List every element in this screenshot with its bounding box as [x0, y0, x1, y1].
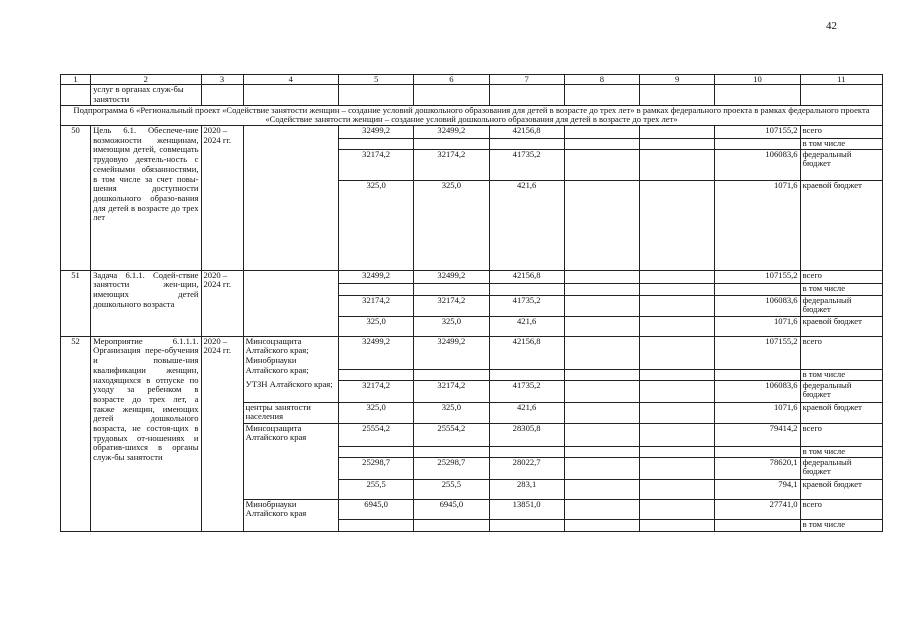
value-2022: 41735,2 — [489, 149, 564, 180]
source-label: краевой бюджет — [800, 479, 882, 499]
value-2024 — [640, 126, 715, 139]
row-number: 51 — [61, 270, 91, 336]
source-label: всего — [800, 270, 882, 283]
value-2020: 32174,2 — [338, 149, 413, 180]
row-executor — [243, 270, 338, 336]
value-2020: 32499,2 — [338, 270, 413, 283]
source-label: в том числе — [800, 369, 882, 380]
page-number: 42 — [826, 20, 837, 32]
col-header-7: 7 — [489, 75, 564, 85]
value-2022: 42156,8 — [489, 270, 564, 283]
row-number: 52 — [61, 336, 91, 531]
value-sum: 1071,6 — [715, 316, 800, 336]
col-header-3: 3 — [201, 75, 243, 85]
value-2021: 325,0 — [414, 402, 489, 423]
value-2020: 32174,2 — [338, 380, 413, 402]
subprogram-row — [61, 106, 883, 126]
value-2021: 32499,2 — [414, 270, 489, 283]
source-label: всего — [800, 126, 882, 139]
value-sum: 79414,2 — [715, 423, 800, 446]
col-header-4: 4 — [243, 75, 338, 85]
value-2022: 283,1 — [489, 479, 564, 499]
value-2020: 325,0 — [338, 316, 413, 336]
col-header-11: 11 — [800, 75, 882, 85]
source-label: федеральный бюджет — [800, 457, 882, 479]
value-2021: 25298,7 — [414, 457, 489, 479]
source-label: краевой бюджет — [800, 180, 882, 270]
row-period: 2020 – 2024 гг. — [201, 336, 243, 531]
value-sum: 107155,2 — [715, 126, 800, 139]
source-label: в том числе — [800, 283, 882, 295]
value-2022: 13851,0 — [489, 499, 564, 519]
subprogram-title: Подпрограмма 6 «Региональный проект «Содействие занятости женщин – создание условий дошкольного образования для детей в возрасте до трех лет» в рамках федерального проекта в рамках федерального проекта «Содействие занятости женщин – создание условий дошкольного образования для детей в возрасте до трех лет» — [61, 106, 883, 126]
value-sum: 107155,2 — [715, 336, 800, 369]
value-2022: 41735,2 — [489, 380, 564, 402]
value-2022: 42156,8 — [489, 336, 564, 369]
value-2022: 42156,8 — [489, 126, 564, 139]
value-2022: 28305,8 — [489, 423, 564, 446]
value-2020: 32499,2 — [338, 336, 413, 369]
value-2021: 6945,0 — [414, 499, 489, 519]
source-label: в том числе — [800, 139, 882, 150]
row-executor: центры занятости населения — [243, 402, 338, 423]
value-2021: 325,0 — [414, 316, 489, 336]
row-executor: УТЗН Алтайского края; — [243, 380, 338, 402]
value-2022: 41735,2 — [489, 295, 564, 316]
row-name: Цель 6.1. Обеспече-ние возможности женщинам, имеющим детей, совмещать трудовую деятель-ность с семейными обязанностями, в том числе за счет повы-шения доступности дошкольного образо-вания для детей в возрасте до трех лет — [91, 126, 201, 271]
value-2020: 25298,7 — [338, 457, 413, 479]
col-header-8: 8 — [564, 75, 639, 85]
value-2023 — [564, 126, 639, 139]
source-label: всего — [800, 499, 882, 519]
row-executor: Минобрнауки Алтайского края — [243, 499, 338, 531]
row-period: 2020 – 2024 гг. — [201, 126, 243, 271]
source-label: краевой бюджет — [800, 402, 882, 423]
source-label: краевой бюджет — [800, 316, 882, 336]
value-sum: 106083,6 — [715, 295, 800, 316]
row-period: 2020 – 2024 гг. — [201, 270, 243, 336]
col-header-10: 10 — [715, 75, 800, 85]
source-label: федеральный бюджет — [800, 295, 882, 316]
row-executor: Минсоцзащита Алтайского края — [243, 423, 338, 499]
row-name: Мероприятие 6.1.1.1. Организация пере-обучения и повыше-ния квалификации женщин, находящихся в отпуске по уходу за ребенком в возрасте до трех лет, а также женщин, имеющих детей дошкольного возраста, не состоя-щих в трудовых от-ношениях и обратив-шихся в органы служ-бы занятости — [91, 336, 201, 531]
source-label: в том числе — [800, 446, 882, 457]
value-2020: 25554,2 — [338, 423, 413, 446]
col-header-2: 2 — [91, 75, 201, 85]
source-label: федеральный бюджет — [800, 380, 882, 402]
col-header-9: 9 — [640, 75, 715, 85]
value-2021: 255,5 — [414, 479, 489, 499]
row-executor: Минсоцзащита Алтайского края; Минобрнауки Алтайского края; — [243, 336, 338, 380]
value-2020: 6945,0 — [338, 499, 413, 519]
value-sum: 794,1 — [715, 479, 800, 499]
value-2022: 421,6 — [489, 316, 564, 336]
value-2020: 32174,2 — [338, 295, 413, 316]
row-50-total — [61, 126, 883, 139]
value-2020: 325,0 — [338, 402, 413, 423]
budget-table — [60, 74, 883, 532]
value-2021: 32174,2 — [414, 149, 489, 180]
column-number-row — [61, 75, 883, 85]
value-sum: 106083,6 — [715, 380, 800, 402]
value-sum: 107155,2 — [715, 270, 800, 283]
value-2021: 32499,2 — [414, 336, 489, 369]
value-2021: 32174,2 — [414, 295, 489, 316]
value-2020: 325,0 — [338, 180, 413, 270]
row-number: 50 — [61, 126, 91, 271]
source-label: всего — [800, 336, 882, 369]
value-sum: 78620,1 — [715, 457, 800, 479]
value-2021: 25554,2 — [414, 423, 489, 446]
continuation-text: услуг в органах служ-бы занятости — [91, 85, 201, 106]
value-2022: 421,6 — [489, 402, 564, 423]
row-name: Задача 6.1.1. Содей-ствие занятости жен-щин, имеющих детей дошкольного возраста — [91, 270, 201, 336]
value-sum: 1071,6 — [715, 402, 800, 423]
value-sum: 1071,6 — [715, 180, 800, 270]
row-52-total — [61, 336, 883, 369]
value-2021: 32174,2 — [414, 380, 489, 402]
value-sum: 106083,6 — [715, 149, 800, 180]
value-2021: 32499,2 — [414, 126, 489, 139]
col-header-1: 1 — [61, 75, 91, 85]
value-sum: 27741,0 — [715, 499, 800, 519]
col-header-5: 5 — [338, 75, 413, 85]
continuation-row — [61, 85, 883, 106]
value-2022: 421,6 — [489, 180, 564, 270]
value-2022: 28022,7 — [489, 457, 564, 479]
value-2020: 255,5 — [338, 479, 413, 499]
value-2021: 325,0 — [414, 180, 489, 270]
row-51-total — [61, 270, 883, 283]
row-executor — [243, 126, 338, 271]
source-label: федеральный бюджет — [800, 149, 882, 180]
source-label: в том числе — [800, 519, 882, 531]
value-2020: 32499,2 — [338, 126, 413, 139]
col-header-6: 6 — [414, 75, 489, 85]
source-label: всего — [800, 423, 882, 446]
